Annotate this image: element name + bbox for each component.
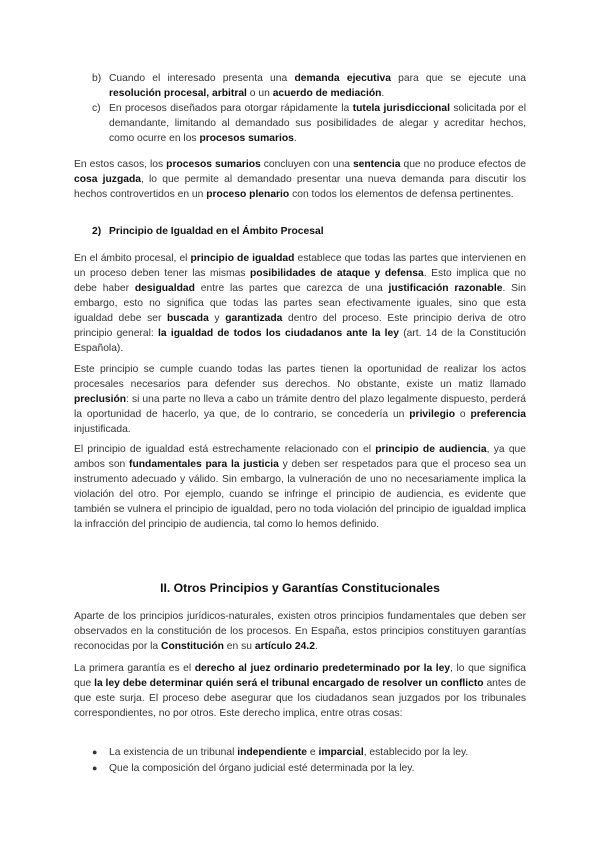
paragraph-sumarios: En estos casos, los procesos sumarios concluyen con una sentencia que no produce efectos de cosa juzgada, lo que permite al demandado presentar una nueva demanda para discutir los hechos controvertidos en un proceso plenario con todos los elementos de defensa pertinentes.	[74, 159, 526, 200]
section-title: II. Otros Principios y Garantías Constitucionales	[160, 581, 440, 595]
bullet-text: Que la composición del órgano judicial esté determinada por la ley.	[109, 763, 415, 774]
list-item-text: En procesos diseñados para otorgar rápidamente la tutela jurisdiccional solicitada por el demandante, limitando al demandado sus posibilidades de alegar y acreditar hechos, como ocurre en los procesos sumarios.	[109, 103, 526, 144]
list-item-text: Cuando el interesado presenta una demanda ejecutiva para que se ejecute una resolución procesal, arbitral o un acuerdo de mediación.	[109, 73, 526, 99]
paragraph-igualdad-1: En el ámbito procesal, el principio de igualdad establece que todas las partes que intervienen en un proceso deben tener las mismas posibilidades de ataque y defensa. Esto implica que no debe haber desigualdad entre las partes que carezca de una justificación razonable. Sin embargo, esto no significa que todas las partes sean efectivamente iguales, sino que esta igualdad debe ser buscada y garantizada dentro del proceso. Este principio deriva de otro principio general: la igualdad de todos los ciudadanos ante la ley (art. 14 de la Constitución Española).	[74, 253, 526, 354]
bullet-icon: ●	[92, 747, 98, 757]
bullet-item	[92, 745, 526, 760]
subheading-igualdad	[92, 224, 526, 239]
paragraph-igualdad-2: Este principio se cumple cuando todas las partes tienen la oportunidad de realizar los actos procesales necesarios para defender sus derechos. No obstante, existe un matiz llamado preclusión: si una parte no lleva a cabo un trámite dentro del plazo legalmente dispuesto, perderá la oportunidad de hacerlo, ya que, de lo contrario, se concedería un privilegio o preferencia injustificada.	[74, 364, 527, 435]
list-marker: 2)	[92, 226, 102, 237]
subheading-text: Principio de Igualdad en el Ámbito Procesal	[109, 226, 324, 237]
bullet-text: La existencia de un tribunal independiente e imparcial, establecido por la ley.	[109, 747, 469, 758]
bullet-icon: ●	[92, 763, 98, 773]
list-item-c	[92, 101, 526, 146]
list-marker: c)	[92, 103, 101, 114]
list-marker: b)	[92, 73, 102, 84]
paragraph-igualdad-3: El principio de igualdad está estrechamente relacionado con el principio de audiencia, ya que ambos son fundamentales para la justicia y deben ser respetados para que el proceso sea un instrumento adecuado y válido. Sin embargo, la vulneración de uno no necesariamente implica la violación del otro. Por ejemplo, cuando se infringe el principio de audiencia, es evidente que también se vulnera el principio de igualdad, pero no toda violación del principio de igualdad implica la infracción del principio de audiencia, tal como lo hemos definido.	[74, 444, 526, 530]
list-item-b	[92, 71, 526, 101]
paragraph-otros-principios: Aparte de los principios jurídicos-naturales, existen otros principios fundamentales que deben ser observados en la constitución de los procesos. En España, estos principios constituyen garantías reconocidas por la Constitución en su artículo 24.2.	[74, 611, 526, 652]
bullet-item	[92, 761, 526, 776]
paragraph-juez-ordinario: La primera garantía es el derecho al juez ordinario predeterminado por la ley, lo que significa que la ley debe determinar quién será el tribunal encargado de resolver un conflicto antes de que este surja. El proceso debe asegurar que los ciudadanos sean juzgados por los tribunales correspondientes, no por otros. Este derecho implica, entre otras cosas:	[74, 663, 526, 719]
